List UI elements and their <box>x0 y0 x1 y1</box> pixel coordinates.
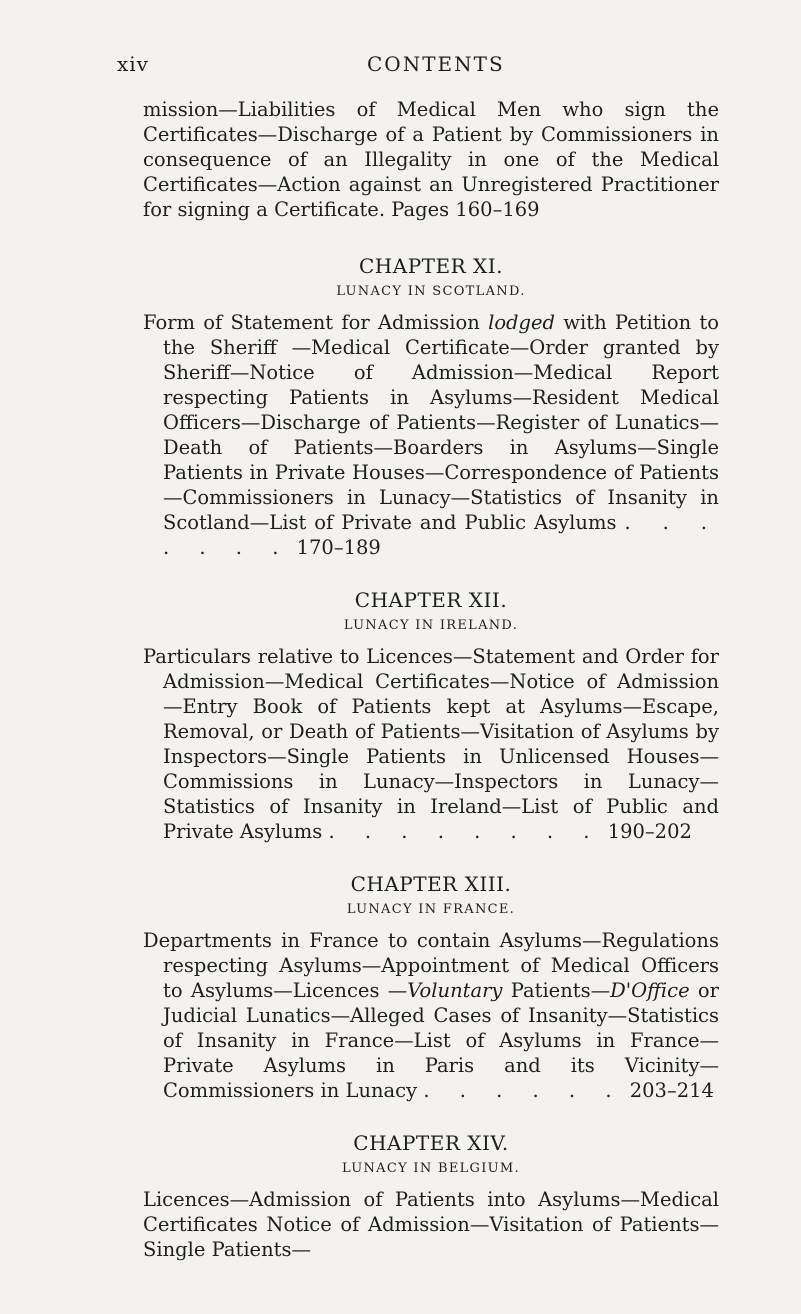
chapter-subtitle: LUNACY IN FRANCE. <box>346 902 516 917</box>
entry-emphasis: D'Office <box>610 979 690 1002</box>
entry-text: Particulars relative to Licences—Statement and Order for Admission—Medical Certificates—Notice of Admission—Entry Book of Patients kept at Asylums—Escape, Removal, or Death of Patients—Visitation of Asylums by Inspectors—Single Patients in Unlicensed Houses—Commissions in Lunacy—Inspectors in Lunacy—Statistics of Insanity in Ireland—List of Public and Private Asylums <box>143 645 719 843</box>
chapter-entry <box>143 928 719 1103</box>
chapter-subtitle: LUNACY IN SCOTLAND. <box>336 284 526 299</box>
chapter-heading: CHAPTER XIV. <box>353 1131 509 1155</box>
running-title: CONTENTS <box>367 52 505 76</box>
entry-emphasis: lodged <box>488 311 556 334</box>
page-folio: xiv <box>117 52 149 76</box>
entry-text: Form of Statement for Admission <box>143 311 489 334</box>
leader-dots: . . . . . . . . <box>328 820 602 843</box>
continued-pages: Pages 160–169 <box>391 198 540 221</box>
entry-text: or Judicial Lunatics—Alleged Cases of Insanity—Statistics of Insanity in France—List of Asylums in France—Private Asylums in Paris and its Vicinity—Commissioners in Lunacy <box>163 979 719 1102</box>
chapter-subtitle: LUNACY IN IRELAND. <box>343 618 519 633</box>
entry-text: with Petition to the Sheriff —Medical Certificate—Order granted by Sheriff—Notice of Admission—Medical Report respecting Patients in Asylums—Resident Medical Officers—Discharge of Patients—Register of Lunatics—Death of Patients—Boarders in Asylums—Single Patients in Private Houses—Correspondence of Patients—Commissioners in Lunacy—Statistics of Insanity in Scotland—List of Private and Public Asylums <box>163 311 719 534</box>
entry-text: Departments in France to contain Asylums—Regulations respecting Asylums—Appointment of Medical Officers to Asylums—Licences — <box>143 929 719 1002</box>
continued-entry <box>143 97 719 222</box>
entry-emphasis: Voluntary <box>407 979 503 1002</box>
chapter-subtitle: LUNACY IN BELGIUM. <box>342 1161 520 1176</box>
chapter-heading: CHAPTER XI. <box>359 254 503 278</box>
leader-dots: . . . . . . <box>423 1079 624 1102</box>
chapter-entry <box>143 310 719 560</box>
entry-text: Licences—Admission of Patients into Asylums—Medical Certificates Notice of Admission—Visitation of Patients—Single Patients— <box>143 1188 719 1261</box>
entry-text: Patients— <box>502 979 611 1002</box>
running-head <box>117 52 721 82</box>
continued-text: mission—Liabilities of Medical Men who sign the Certificates—Discharge of a Patient by Commissioners in consequence of an Illegality in one of the Medical Certificates—Action against an Unregistered Practitioner for signing a Certificate. <box>143 98 719 221</box>
entry-pages: 190–202 <box>607 820 692 843</box>
chapter-heading: CHAPTER XII. <box>354 588 508 612</box>
chapter-entry <box>143 1187 719 1262</box>
chapter-entry <box>143 644 719 844</box>
entry-pages: 170–189 <box>296 536 381 559</box>
contents-body <box>143 97 719 1262</box>
entry-pages: 203–214 <box>629 1079 714 1102</box>
leader-dots: . . . . . . . <box>163 511 720 559</box>
chapter-heading: CHAPTER XIII. <box>350 872 512 896</box>
